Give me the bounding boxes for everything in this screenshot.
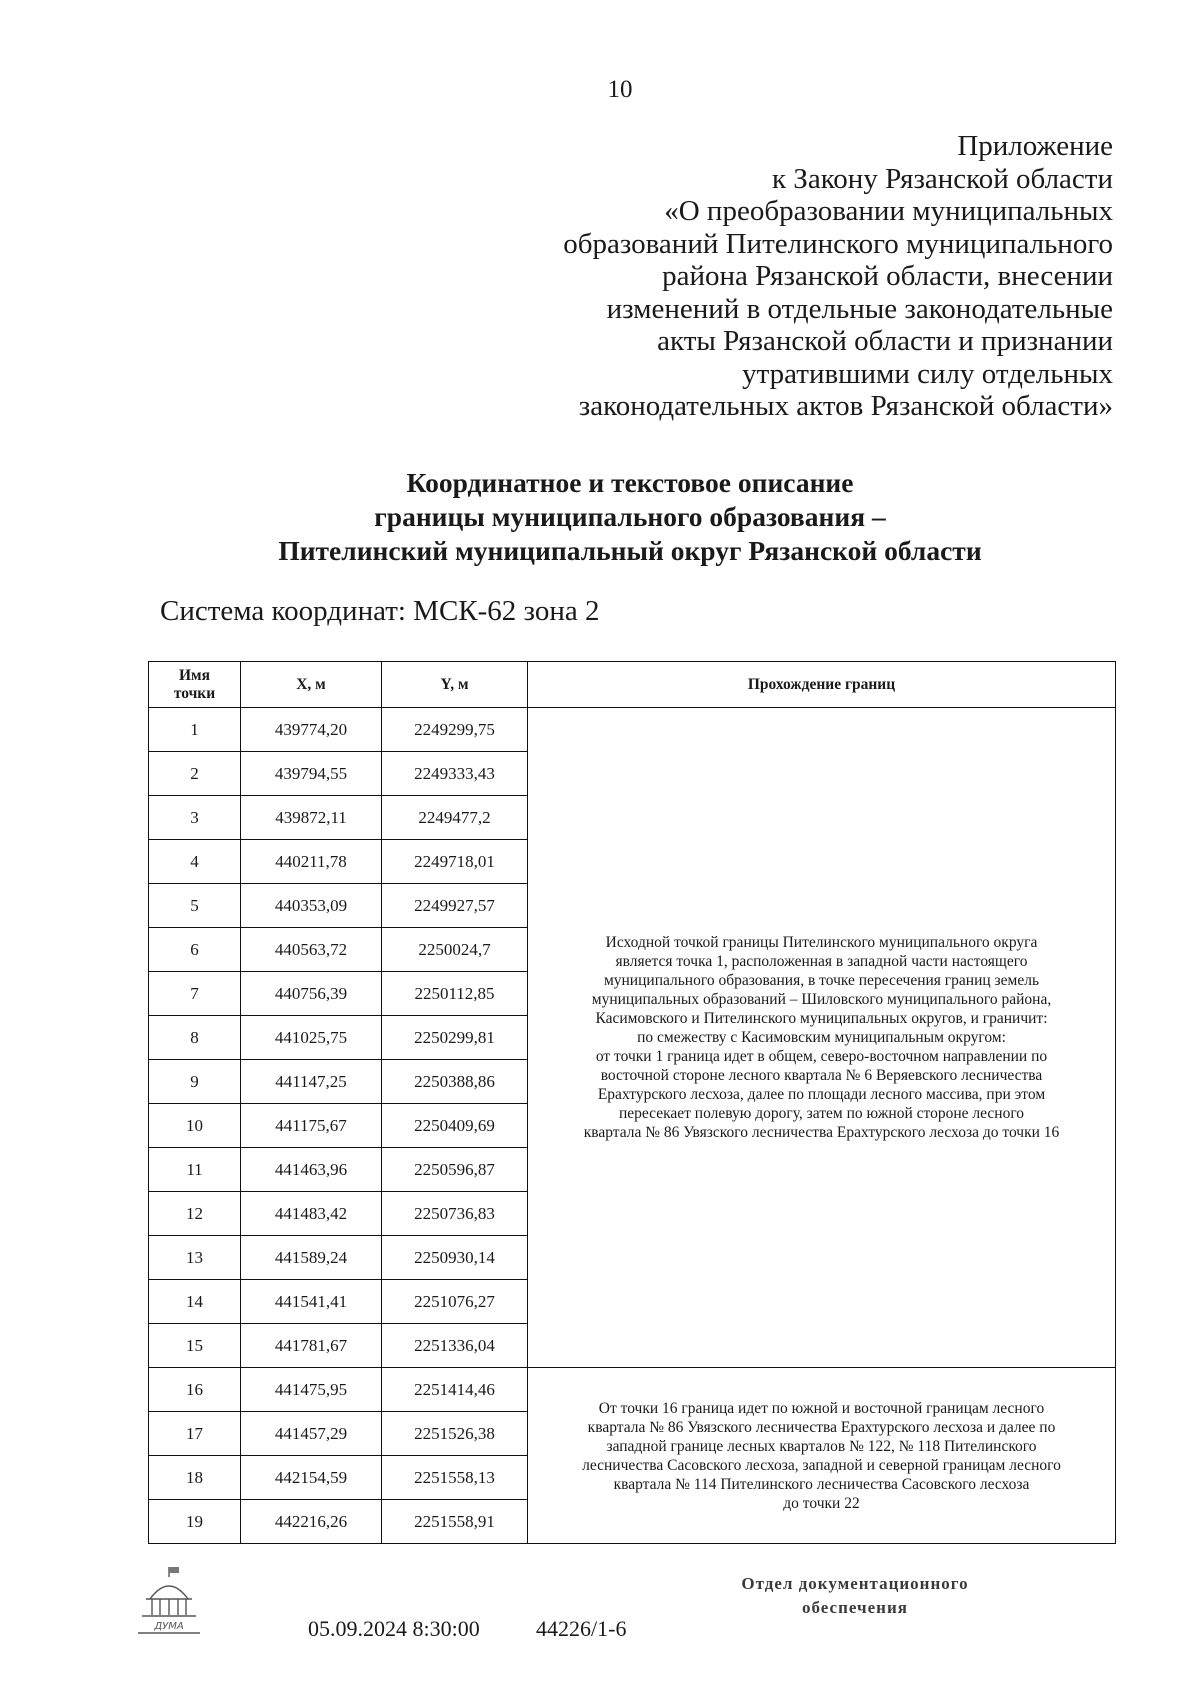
y-coordinate: 2251336,04 <box>382 1324 528 1368</box>
appendix-line: образований Пителинского муниципального <box>563 227 1113 260</box>
point-name: 5 <box>149 884 241 928</box>
header-y: Y, м <box>382 662 528 708</box>
point-name: 14 <box>149 1280 241 1324</box>
point-name: 12 <box>149 1192 241 1236</box>
x-coordinate: 441025,75 <box>241 1016 382 1060</box>
y-coordinate: 2251558,13 <box>382 1456 528 1500</box>
point-name: 7 <box>149 972 241 1016</box>
description-line: Ерахтурского лесхоза, далее по площади лесного массива, при этом <box>597 1086 1046 1103</box>
description-line: является точка 1, расположенная в западной части настоящего <box>615 953 1028 970</box>
description-line: лесничества Сасовского лесхоза, западной и северной границам лесного <box>582 1456 1061 1474</box>
y-coordinate: 2251526,38 <box>382 1412 528 1456</box>
appendix-line: Приложение <box>957 130 1113 162</box>
description-line: От точки 16 граница идет по южной и восточной границам лесного <box>598 1399 1045 1417</box>
description-line: западной границе лесных кварталов № 122, № 118 Пителинского <box>606 1437 1037 1455</box>
y-coordinate: 2249333,43 <box>382 752 528 796</box>
description-line: от точки 1 граница идет в общем, северо-восточном направлении по <box>595 1048 1048 1065</box>
x-coordinate: 441457,29 <box>241 1412 382 1456</box>
appendix-line: района Рязанской области, внесении <box>662 260 1113 292</box>
x-coordinate: 441781,67 <box>241 1324 382 1368</box>
description-line: муниципального образования, в точке пересечения границ земель <box>603 972 1040 989</box>
x-coordinate: 441589,24 <box>241 1236 382 1280</box>
point-name: 4 <box>149 840 241 884</box>
y-coordinate: 2251558,91 <box>382 1500 528 1544</box>
header-x: X, м <box>241 662 382 708</box>
logo-text: ДУМА <box>154 1621 184 1632</box>
y-coordinate: 2250930,14 <box>382 1236 528 1280</box>
appendix-line: к Закону Рязанской области <box>771 162 1113 195</box>
header-point-name-line: Имя <box>179 666 210 684</box>
y-coordinate: 2250112,85 <box>382 972 528 1016</box>
appendix-line: утратившими силу отдельных <box>742 357 1113 390</box>
y-coordinate: 2250388,86 <box>382 1060 528 1104</box>
description-line: квартала № 86 Увязского лесничества Ерахтурского лесхоза и далее по <box>587 1418 1056 1436</box>
boundary-description <box>528 1368 1116 1544</box>
point-name: 1 <box>149 708 241 752</box>
x-coordinate: 439794,55 <box>241 752 382 796</box>
y-coordinate: 2251414,46 <box>382 1368 528 1412</box>
y-coordinate: 2251076,27 <box>382 1280 528 1324</box>
y-coordinate: 2249927,57 <box>382 884 528 928</box>
registration-number: 44226/1-6 <box>536 1616 627 1641</box>
x-coordinate: 440353,09 <box>241 884 382 928</box>
y-coordinate: 2250024,7 <box>382 928 528 972</box>
stamp-line: Отдел документационного <box>741 1574 969 1593</box>
appendix-line: изменений в отдельные законодательные <box>606 292 1113 325</box>
point-name: 17 <box>149 1412 241 1456</box>
x-coordinate: 442154,59 <box>241 1456 382 1500</box>
boundary-description <box>528 708 1116 1368</box>
point-name: 10 <box>149 1104 241 1148</box>
header-point-name-line: точки <box>173 684 216 702</box>
stamp-line: обеспечения <box>802 1598 908 1617</box>
x-coordinate: 442216,26 <box>241 1500 382 1544</box>
description-line: до точки 22 <box>783 1494 860 1512</box>
description-line: Касимовского и Пителинского муниципальных округов, и граничит: <box>595 1010 1048 1027</box>
description-line: по смежеству с Касимовским муниципальным округом: <box>637 1029 1006 1046</box>
x-coordinate: 440211,78 <box>241 840 382 884</box>
x-coordinate: 441475,95 <box>241 1368 382 1412</box>
appendix-line: акты Рязанской области и признании <box>657 325 1113 357</box>
x-coordinate: 441541,41 <box>241 1280 382 1324</box>
footer-datetime: 05.09.2024 8:30:00 <box>308 1616 480 1641</box>
x-coordinate: 441463,96 <box>241 1148 382 1192</box>
y-coordinate: 2250596,87 <box>382 1148 528 1192</box>
table-row <box>149 1368 1116 1412</box>
title-line: Пителинский муниципальный округ Рязанской области <box>278 535 982 566</box>
page-number: 10 <box>607 76 633 103</box>
duma-logo <box>136 1565 202 1635</box>
point-name: 16 <box>149 1368 241 1412</box>
x-coordinate: 439774,20 <box>241 708 382 752</box>
title-line: Координатное и текстовое описание <box>406 467 854 498</box>
point-name: 15 <box>149 1324 241 1368</box>
point-name: 3 <box>149 796 241 840</box>
description-line: Исходной точкой границы Пителинского муниципального округа <box>605 934 1038 951</box>
point-name: 19 <box>149 1500 241 1544</box>
x-coordinate: 441175,67 <box>241 1104 382 1148</box>
table-header-row <box>149 662 1116 708</box>
header-point-name <box>149 662 241 708</box>
point-name: 13 <box>149 1236 241 1280</box>
y-coordinate: 2250736,83 <box>382 1192 528 1236</box>
point-name: 9 <box>149 1060 241 1104</box>
y-coordinate: 2249299,75 <box>382 708 528 752</box>
x-coordinate: 441147,25 <box>241 1060 382 1104</box>
y-coordinate: 2249718,01 <box>382 840 528 884</box>
point-name: 6 <box>149 928 241 972</box>
description-line: пересекает полевую дорогу, затем по южной стороне лесного <box>618 1105 1025 1122</box>
description-line: восточной стороне лесного квартала № 6 Веряевского лесничества <box>600 1067 1043 1084</box>
header-boundary: Прохождение границ <box>528 662 1116 708</box>
appendix-line: законодательных актов Рязанской области» <box>578 390 1113 422</box>
y-coordinate: 2250409,69 <box>382 1104 528 1148</box>
point-name: 2 <box>149 752 241 796</box>
point-name: 11 <box>149 1148 241 1192</box>
appendix-line: «О преобразовании муниципальных <box>664 195 1113 227</box>
title-line: границы муниципального образования – <box>374 501 886 532</box>
y-coordinate: 2250299,81 <box>382 1016 528 1060</box>
document-title <box>60 466 1200 568</box>
x-coordinate: 441483,42 <box>241 1192 382 1236</box>
description-line: квартала № 86 Увязского лесничества Ерахтурского лесхоза до точки 16 <box>583 1124 1060 1141</box>
coordinate-system: Система координат: МСК-62 зона 2 <box>160 595 600 627</box>
description-line: муниципальных образований – Шиловского муниципального района, <box>591 991 1052 1008</box>
y-coordinate: 2249477,2 <box>382 796 528 840</box>
point-name: 18 <box>149 1456 241 1500</box>
coordinates-table <box>148 661 1116 1544</box>
department-stamp <box>690 1572 1020 1620</box>
x-coordinate: 440563,72 <box>241 928 382 972</box>
appendix-block <box>473 130 1113 423</box>
point-name: 8 <box>149 1016 241 1060</box>
description-line: квартала № 114 Пителинского лесничества Сасовского лесхоза <box>613 1475 1030 1493</box>
table-row <box>149 708 1116 752</box>
x-coordinate: 439872,11 <box>241 796 382 840</box>
x-coordinate: 440756,39 <box>241 972 382 1016</box>
